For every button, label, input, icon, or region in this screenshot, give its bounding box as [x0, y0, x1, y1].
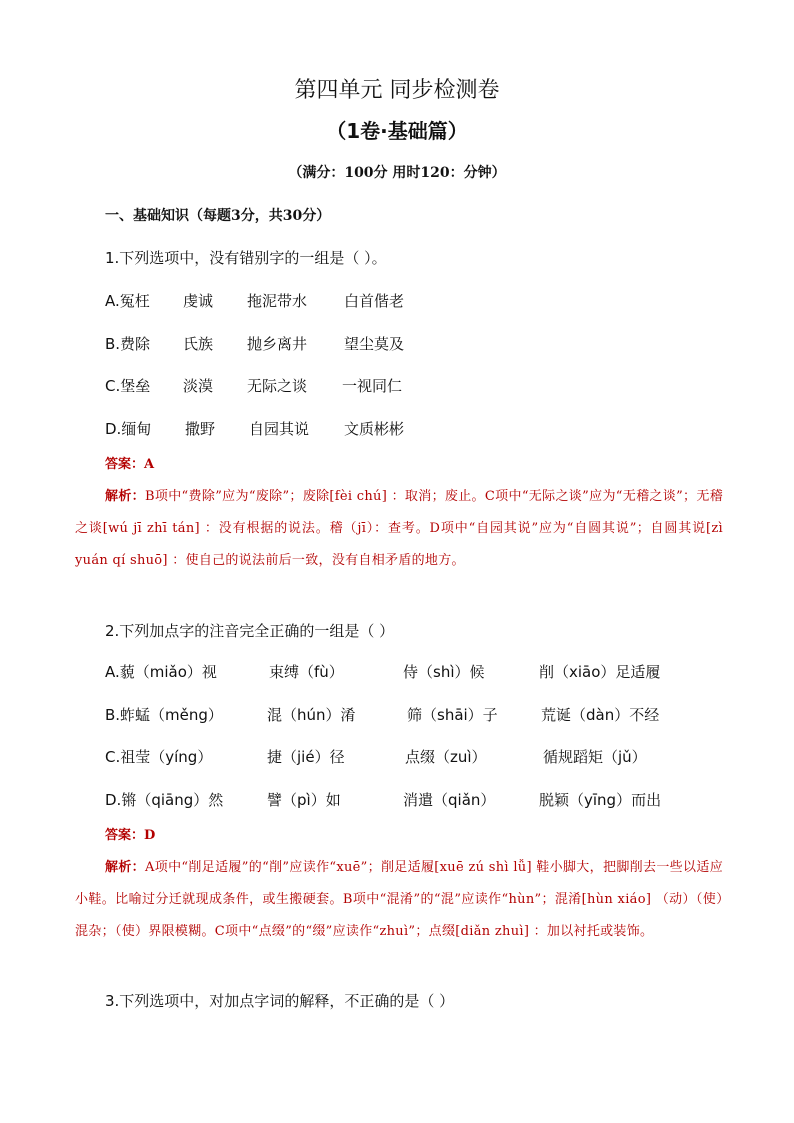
answer-label: 答案： — [105, 457, 145, 472]
option-term: A.藐（miǎo）视 — [105, 663, 217, 681]
option-term: B.费除 — [105, 335, 151, 353]
option-term: 拖泥带水 — [247, 292, 308, 310]
option-term: D.缅甸 — [105, 420, 152, 438]
question-2-option-a — [105, 660, 725, 684]
option-term: 混（hún）淆 — [267, 706, 356, 724]
answer-value: A — [144, 457, 155, 472]
explanation-label: 解析： — [105, 860, 146, 875]
option-term: 白首偕老 — [344, 292, 405, 310]
question-1-option-c — [105, 374, 725, 398]
option-term: 虔诚 — [183, 292, 214, 310]
option-term: 捷（jié）径 — [267, 748, 345, 766]
page-subtitle: （1卷·基础篇） — [326, 119, 468, 143]
option-term: 荒诞（dàn）不经 — [541, 706, 660, 724]
question-2-stem: 2.下列加点字的注音完全正确的一组是（ ） — [105, 622, 395, 640]
option-term: C.堡垒 — [105, 377, 151, 395]
question-1-explanation — [75, 481, 723, 577]
score-time-line: （满分：100分 用时120：分钟） — [288, 165, 506, 181]
question-2-option-b — [105, 703, 725, 727]
answer-label: 答案： — [105, 828, 145, 843]
question-2-option-c — [105, 745, 725, 769]
option-term: 譬（pì）如 — [267, 791, 341, 809]
option-term: 文质彬彬 — [344, 420, 405, 438]
option-term: 望尘莫及 — [344, 335, 405, 353]
option-term: 削（xiāo）足适履 — [539, 663, 661, 681]
option-term: A.冤枉 — [105, 292, 150, 310]
question-3-stem: 3.下列选项中，对加点字词的解释，不正确的是（ ） — [105, 992, 455, 1010]
question-1-stem: 1.下列选项中，没有错别字的一组是（ ）。 — [105, 249, 387, 267]
answer-value: D — [144, 828, 156, 843]
question-1-option-a — [105, 289, 725, 313]
option-term: 侍（shì）候 — [403, 663, 485, 681]
question-2-answer — [105, 825, 155, 847]
option-term: 消遣（qiǎn） — [403, 791, 496, 809]
option-term: 氏族 — [183, 335, 214, 353]
section-heading: 一、基础知识（每题3分，共30分） — [105, 208, 331, 224]
explanation-label: 解析： — [105, 489, 145, 504]
option-term: 抛乡离井 — [247, 335, 308, 353]
option-term: 筛（shāi）子 — [407, 706, 498, 724]
option-term: D.锵（qiāng）然 — [105, 791, 224, 809]
option-term: 脱颖（yīng）而出 — [539, 791, 662, 809]
explanation-text: B项中“费除”应为“废除”；废除[fèi chú] ：取消；废止。C项中“无际之谈”应为“无稽之谈”；无稽之谈[wú jī zhī tán] ：没有根据的说法。稽（jī）：查考。D项中“自园其说”应为“自圆其说”；自圆其说[zì yuán qí shuō] ：使自己的说法前后一致，没有自相矛盾的地方。 — [75, 489, 723, 568]
question-2-option-d — [105, 788, 725, 812]
question-1-option-d — [105, 417, 725, 441]
option-term: 一视同仁 — [342, 377, 403, 395]
option-term: 循规蹈矩（jǔ） — [543, 748, 647, 766]
option-term: B.蚱蜢（měng） — [105, 706, 223, 724]
question-1-answer — [105, 454, 154, 476]
question-2-explanation — [75, 852, 723, 948]
option-term: 自园其说 — [249, 420, 310, 438]
explanation-text: A项中“削足适履”的“削”应读作“xuē”；削足适履[xuē zú shì lǚ] 鞋小脚大，把脚削去一些以适应小鞋。比喻过分迁就现成条件，或生搬硬套。B项中“混淆”的“混”应读作“hùn”；混淆[hùn xiáo] （动）（使）混杂；（使）界限模糊。C项中“点缀”的“缀”应读作“zhuì”；点缀[diǎn zhuì] ：加以衬托或装饰。 — [75, 860, 723, 939]
page-title: 第四单元 同步检测卷 — [294, 78, 500, 103]
option-term: 束缚（fù） — [269, 663, 344, 681]
question-1-option-b — [105, 332, 725, 356]
option-term: 点缀（zuì） — [405, 748, 487, 766]
option-term: 无际之谈 — [247, 377, 308, 395]
option-term: C.祖莹（yíng） — [105, 748, 213, 766]
option-term: 撒野 — [185, 420, 216, 438]
option-term: 淡漠 — [183, 377, 214, 395]
